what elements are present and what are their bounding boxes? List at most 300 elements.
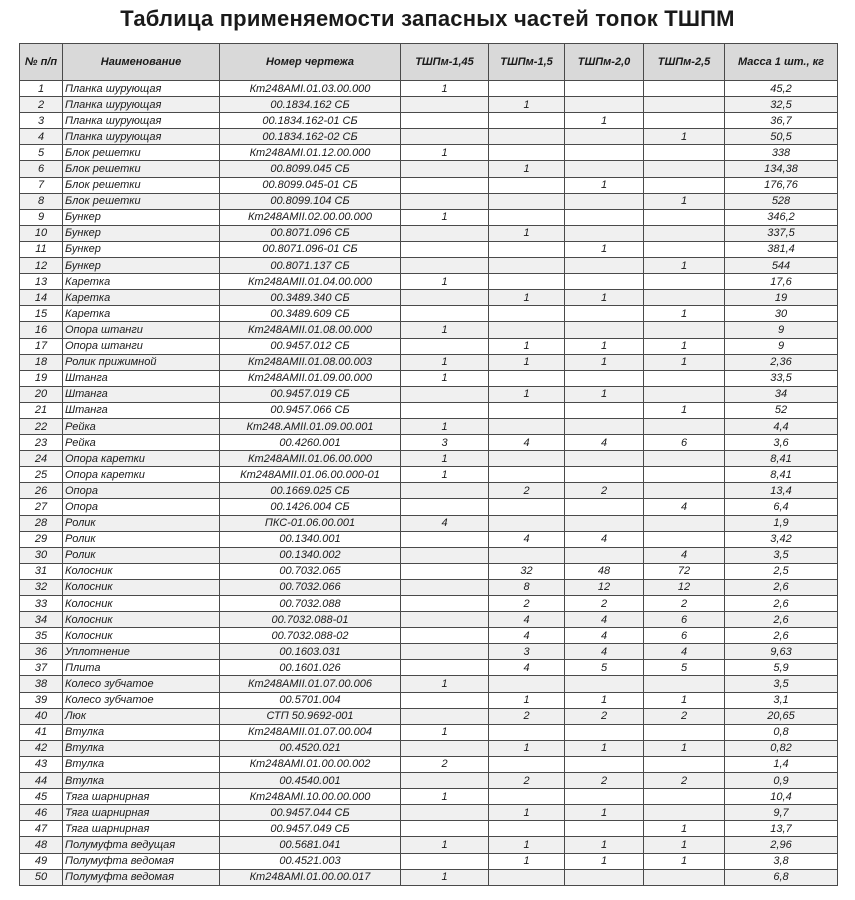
cell-tshpm-20 [565,724,644,740]
table-row [20,805,838,821]
cell-name: Опора каретки [63,451,220,467]
table-row [20,740,838,756]
cell-drawing: 00.1834.162-01 СБ [220,113,401,129]
cell-tshpm-145 [401,161,489,177]
cell-drawing: 00.4520.021 [220,740,401,756]
cell-number: 9 [20,209,63,225]
table-row [20,676,838,692]
cell-tshpm-20 [565,402,644,418]
cell-name: Штанга [63,402,220,418]
table-row [20,837,838,853]
cell-drawing: 00.3489.340 СБ [220,290,401,306]
table-row [20,451,838,467]
cell-tshpm-145: 1 [401,724,489,740]
cell-tshpm-145: 3 [401,435,489,451]
cell-mass: 3,5 [725,676,838,692]
cell-tshpm-15 [489,402,565,418]
cell-tshpm-20: 48 [565,563,644,579]
cell-tshpm-15 [489,241,565,257]
table-row [20,241,838,257]
cell-number: 23 [20,435,63,451]
cell-drawing: 00.8099.045-01 СБ [220,177,401,193]
table-row [20,193,838,209]
cell-tshpm-15 [489,322,565,338]
cell-mass: 2,6 [725,579,838,595]
cell-number: 22 [20,418,63,434]
cell-mass: 381,4 [725,241,838,257]
cell-name: Опора штанги [63,322,220,338]
col-header-tshpm-145: ТШПм-1,45 [401,44,489,81]
table-row [20,869,838,885]
cell-tshpm-145 [401,97,489,113]
cell-mass: 4,4 [725,418,838,434]
cell-tshpm-20 [565,451,644,467]
cell-tshpm-25 [644,225,725,241]
cell-tshpm-20 [565,821,644,837]
cell-tshpm-15 [489,177,565,193]
cell-name: Колосник [63,612,220,628]
table-row [20,756,838,772]
cell-mass: 2,5 [725,563,838,579]
table-row [20,97,838,113]
cell-tshpm-25: 1 [644,258,725,274]
cell-tshpm-20: 4 [565,435,644,451]
cell-tshpm-145 [401,386,489,402]
cell-tshpm-145 [401,338,489,354]
cell-name: Бункер [63,258,220,274]
cell-tshpm-145 [401,499,489,515]
spare-parts-table [19,43,838,886]
cell-tshpm-25 [644,274,725,290]
cell-tshpm-20 [565,225,644,241]
cell-tshpm-20 [565,322,644,338]
cell-tshpm-20: 1 [565,241,644,257]
cell-tshpm-145: 1 [401,467,489,483]
cell-number: 13 [20,274,63,290]
cell-tshpm-25 [644,451,725,467]
cell-tshpm-20 [565,193,644,209]
cell-number: 24 [20,451,63,467]
cell-name: Планка шурующая [63,81,220,97]
cell-drawing: 00.3489.609 СБ [220,306,401,322]
cell-tshpm-15: 2 [489,708,565,724]
cell-tshpm-15: 1 [489,837,565,853]
cell-tshpm-145 [401,547,489,563]
cell-number: 26 [20,483,63,499]
cell-number: 43 [20,756,63,772]
cell-drawing: Кт248.АМІІ.01.09.00.001 [220,418,401,434]
cell-drawing: 00.7032.088 [220,596,401,612]
cell-tshpm-20 [565,467,644,483]
cell-tshpm-25 [644,789,725,805]
cell-mass: 36,7 [725,113,838,129]
cell-name: Опора [63,483,220,499]
cell-tshpm-25 [644,81,725,97]
cell-number: 37 [20,660,63,676]
cell-number: 10 [20,225,63,241]
cell-tshpm-25: 1 [644,740,725,756]
cell-tshpm-25 [644,531,725,547]
cell-drawing: 00.5681.041 [220,837,401,853]
cell-tshpm-25 [644,756,725,772]
cell-tshpm-20: 4 [565,644,644,660]
cell-number: 41 [20,724,63,740]
cell-tshpm-25: 1 [644,821,725,837]
cell-tshpm-145: 1 [401,789,489,805]
cell-tshpm-145: 1 [401,451,489,467]
cell-tshpm-25: 4 [644,644,725,660]
cell-tshpm-145: 1 [401,869,489,885]
cell-mass: 9 [725,338,838,354]
cell-name: Люк [63,708,220,724]
cell-tshpm-15 [489,113,565,129]
table-row [20,628,838,644]
cell-drawing: Кт248АМІ.01.00.00.002 [220,756,401,772]
cell-drawing: 00.8071.096 СБ [220,225,401,241]
cell-tshpm-25 [644,676,725,692]
cell-tshpm-25: 4 [644,547,725,563]
cell-number: 39 [20,692,63,708]
cell-mass: 6,8 [725,869,838,885]
cell-number: 28 [20,515,63,531]
cell-mass: 544 [725,258,838,274]
cell-name: Втулка [63,740,220,756]
cell-number: 11 [20,241,63,257]
cell-tshpm-15: 1 [489,161,565,177]
cell-tshpm-145 [401,531,489,547]
table-row [20,708,838,724]
cell-tshpm-15: 1 [489,338,565,354]
table-row [20,386,838,402]
cell-tshpm-145 [401,740,489,756]
cell-tshpm-20 [565,209,644,225]
cell-tshpm-15: 1 [489,853,565,869]
cell-drawing: Кт248АМІ.01.00.00.017 [220,869,401,885]
cell-mass: 0,8 [725,724,838,740]
cell-tshpm-25 [644,322,725,338]
cell-name: Блок решетки [63,193,220,209]
cell-number: 38 [20,676,63,692]
cell-tshpm-20: 1 [565,740,644,756]
cell-tshpm-20: 2 [565,773,644,789]
table-row [20,660,838,676]
cell-tshpm-20: 1 [565,386,644,402]
cell-tshpm-145: 4 [401,515,489,531]
cell-mass: 338 [725,145,838,161]
cell-name: Плита [63,660,220,676]
cell-tshpm-20: 1 [565,805,644,821]
cell-tshpm-15: 4 [489,660,565,676]
cell-number: 44 [20,773,63,789]
table-row [20,402,838,418]
table-row [20,789,838,805]
cell-drawing: 00.4540.001 [220,773,401,789]
cell-tshpm-25: 1 [644,837,725,853]
col-header-tshpm-20: ТШПм-2,0 [565,44,644,81]
cell-drawing: 00.1669.025 СБ [220,483,401,499]
cell-name: Бункер [63,209,220,225]
cell-tshpm-25: 1 [644,853,725,869]
cell-name: Опора штанги [63,338,220,354]
cell-name: Тяга шарнирная [63,805,220,821]
cell-name: Каретка [63,290,220,306]
cell-tshpm-15: 1 [489,97,565,113]
cell-tshpm-15 [489,821,565,837]
table-row [20,129,838,145]
cell-name: Блок решетки [63,145,220,161]
cell-tshpm-25 [644,724,725,740]
cell-mass: 52 [725,402,838,418]
cell-mass: 176,76 [725,177,838,193]
cell-tshpm-15: 4 [489,531,565,547]
cell-tshpm-145 [401,596,489,612]
cell-number: 15 [20,306,63,322]
cell-name: Опора каретки [63,467,220,483]
cell-tshpm-15: 2 [489,483,565,499]
cell-drawing: 00.9457.012 СБ [220,338,401,354]
cell-tshpm-25 [644,290,725,306]
cell-name: Бункер [63,241,220,257]
table-row [20,724,838,740]
cell-mass: 33,5 [725,370,838,386]
cell-tshpm-25: 6 [644,435,725,451]
cell-tshpm-15: 1 [489,740,565,756]
cell-mass: 45,2 [725,81,838,97]
table-row [20,418,838,434]
cell-tshpm-25: 2 [644,773,725,789]
cell-tshpm-15 [489,193,565,209]
cell-tshpm-25 [644,869,725,885]
cell-mass: 8,41 [725,451,838,467]
cell-number: 34 [20,612,63,628]
cell-tshpm-145 [401,258,489,274]
cell-tshpm-20: 5 [565,660,644,676]
cell-tshpm-145: 1 [401,81,489,97]
cell-tshpm-145 [401,853,489,869]
cell-mass: 134,38 [725,161,838,177]
cell-tshpm-20 [565,418,644,434]
cell-number: 1 [20,81,63,97]
col-header-number: № п/п [20,44,63,81]
cell-tshpm-145 [401,402,489,418]
cell-name: Полумуфта ведущая [63,837,220,853]
cell-drawing: 00.4521.003 [220,853,401,869]
cell-name: Рейка [63,418,220,434]
cell-tshpm-25 [644,145,725,161]
cell-tshpm-20 [565,274,644,290]
table-row [20,290,838,306]
cell-tshpm-20: 4 [565,531,644,547]
cell-number: 29 [20,531,63,547]
cell-name: Тяга шарнирная [63,821,220,837]
cell-tshpm-15: 32 [489,563,565,579]
cell-name: Уплотнение [63,644,220,660]
cell-name: Опора [63,499,220,515]
cell-tshpm-145 [401,660,489,676]
cell-drawing: 00.9457.044 СБ [220,805,401,821]
table-row [20,821,838,837]
cell-name: Штанга [63,386,220,402]
cell-mass: 32,5 [725,97,838,113]
table-row [20,145,838,161]
cell-tshpm-20: 4 [565,612,644,628]
cell-number: 4 [20,129,63,145]
cell-name: Бункер [63,225,220,241]
cell-number: 7 [20,177,63,193]
cell-drawing: 00.8099.045 СБ [220,161,401,177]
cell-tshpm-15 [489,789,565,805]
cell-tshpm-25 [644,386,725,402]
cell-tshpm-15 [489,451,565,467]
cell-mass: 3,6 [725,435,838,451]
cell-mass: 19 [725,290,838,306]
cell-name: Ролик [63,515,220,531]
cell-tshpm-15: 1 [489,225,565,241]
cell-tshpm-25 [644,241,725,257]
cell-tshpm-145: 1 [401,322,489,338]
table-row [20,370,838,386]
cell-name: Ролик прижимной [63,354,220,370]
cell-drawing: 00.1834.162-02 СБ [220,129,401,145]
cell-tshpm-25 [644,483,725,499]
cell-tshpm-20: 2 [565,708,644,724]
cell-drawing: 00.1340.001 [220,531,401,547]
cell-number: 49 [20,853,63,869]
cell-tshpm-15: 3 [489,644,565,660]
cell-drawing: Кт248АМІІ.01.09.00.000 [220,370,401,386]
page-title: Таблица применяемости запасных частей топок ТШПМ [120,6,735,31]
cell-mass: 528 [725,193,838,209]
table-row [20,161,838,177]
cell-mass: 17,6 [725,274,838,290]
col-header-name: Наименование [63,44,220,81]
cell-number: 14 [20,290,63,306]
cell-mass: 13,4 [725,483,838,499]
cell-tshpm-15: 4 [489,612,565,628]
cell-drawing: Кт248АМІІ.01.06.00.000 [220,451,401,467]
cell-tshpm-25: 1 [644,692,725,708]
cell-mass: 13,7 [725,821,838,837]
cell-tshpm-145 [401,193,489,209]
cell-tshpm-145 [401,579,489,595]
cell-tshpm-145 [401,241,489,257]
cell-tshpm-15: 8 [489,579,565,595]
cell-name: Полумуфта ведомая [63,853,220,869]
cell-tshpm-25 [644,209,725,225]
cell-tshpm-20 [565,97,644,113]
cell-tshpm-145: 1 [401,274,489,290]
cell-drawing: Кт248АМІ.01.03.00.000 [220,81,401,97]
cell-drawing: 00.1601.026 [220,660,401,676]
cell-name: Ролик [63,547,220,563]
table-body [20,81,838,886]
cell-drawing: Кт248АМІІ.01.08.00.003 [220,354,401,370]
cell-tshpm-25: 1 [644,338,725,354]
cell-number: 47 [20,821,63,837]
table-row [20,177,838,193]
cell-tshpm-20: 1 [565,853,644,869]
cell-tshpm-20 [565,789,644,805]
cell-drawing: 00.7032.066 [220,579,401,595]
cell-number: 20 [20,386,63,402]
cell-number: 45 [20,789,63,805]
cell-tshpm-145 [401,708,489,724]
cell-tshpm-15 [489,418,565,434]
cell-name: Планка шурующая [63,97,220,113]
cell-tshpm-145: 2 [401,756,489,772]
cell-tshpm-145 [401,773,489,789]
cell-drawing: Кт248АМІІ.01.08.00.000 [220,322,401,338]
cell-name: Колосник [63,628,220,644]
cell-drawing: Кт248АМІІ.01.06.00.000-01 [220,467,401,483]
cell-mass: 9 [725,322,838,338]
cell-mass: 1,9 [725,515,838,531]
cell-number: 48 [20,837,63,853]
cell-tshpm-25 [644,805,725,821]
cell-tshpm-145 [401,483,489,499]
cell-tshpm-15: 2 [489,773,565,789]
cell-drawing: 00.1603.031 [220,644,401,660]
cell-drawing: 00.9457.019 СБ [220,386,401,402]
cell-tshpm-25: 5 [644,660,725,676]
cell-tshpm-20: 1 [565,177,644,193]
cell-tshpm-20: 1 [565,354,644,370]
table-row [20,515,838,531]
cell-tshpm-145 [401,692,489,708]
cell-mass: 2,6 [725,628,838,644]
cell-mass: 2,6 [725,612,838,628]
cell-drawing: 00.8099.104 СБ [220,193,401,209]
cell-tshpm-145 [401,177,489,193]
cell-tshpm-25 [644,515,725,531]
cell-number: 8 [20,193,63,209]
cell-tshpm-25: 12 [644,579,725,595]
cell-number: 42 [20,740,63,756]
cell-tshpm-15 [489,724,565,740]
cell-tshpm-25: 1 [644,193,725,209]
cell-number: 32 [20,579,63,595]
cell-tshpm-25 [644,161,725,177]
cell-mass: 346,2 [725,209,838,225]
cell-drawing: 00.8071.096-01 СБ [220,241,401,257]
cell-tshpm-25: 72 [644,563,725,579]
cell-name: Штанга [63,370,220,386]
cell-drawing: Кт248АМІІ.01.07.00.006 [220,676,401,692]
cell-tshpm-15 [489,129,565,145]
cell-drawing: 00.7032.065 [220,563,401,579]
table-row [20,435,838,451]
table-row [20,531,838,547]
cell-drawing: 00.7032.088-02 [220,628,401,644]
cell-tshpm-25: 4 [644,499,725,515]
cell-tshpm-145: 1 [401,837,489,853]
cell-mass: 20,65 [725,708,838,724]
cell-tshpm-20 [565,499,644,515]
table-row [20,773,838,789]
cell-name: Колесо зубчатое [63,676,220,692]
cell-drawing: 00.4260.001 [220,435,401,451]
cell-tshpm-20 [565,547,644,563]
cell-tshpm-25 [644,97,725,113]
cell-mass: 10,4 [725,789,838,805]
cell-number: 3 [20,113,63,129]
col-header-mass: Масса 1 шт., кг [725,44,838,81]
cell-tshpm-15 [489,676,565,692]
table-row [20,338,838,354]
table-row [20,596,838,612]
cell-name: Блок решетки [63,177,220,193]
cell-mass: 34 [725,386,838,402]
